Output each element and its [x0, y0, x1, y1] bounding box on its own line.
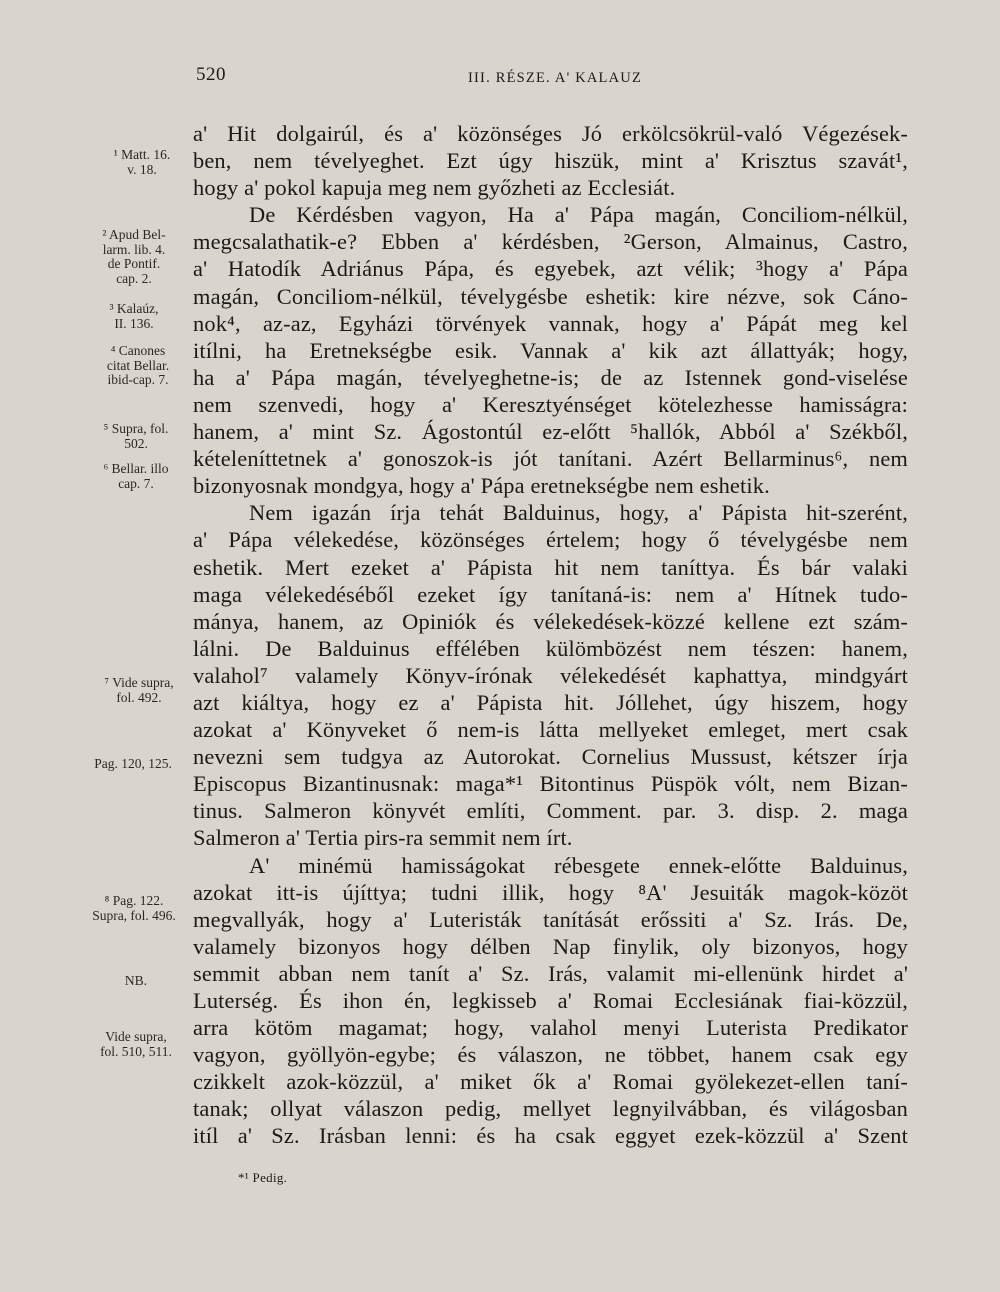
text-line: bizonyosnak mondgya, hogy a' Pápa eretnekségbe nem eshetik.: [193, 473, 770, 499]
margin-note-11: Vide supra, fol. 510, 511.: [100, 1029, 172, 1059]
text-line: azokat a' Könyveket ő nem-is látta mellyeket emleget, mert csak: [193, 717, 908, 743]
text-line: Episcopus Bizantinusnak: maga*¹ Bitontinus Püspök vólt, nem Bizan-: [193, 771, 908, 797]
text-line: czikkelt azok-közzül, a' miket ők a' Romai gyölekezet-ellen taní-: [193, 1069, 908, 1095]
margin-note-7: ⁷ Vide supra, fol. 492.: [104, 675, 174, 705]
margin-note-3: ³ Kalaúz, II. 136.: [109, 301, 159, 331]
text-line: itíl a' Sz. Irásban lenni: és ha csak eggyet ezek-közzül a' Szent: [193, 1123, 908, 1149]
text-line: De Kérdésben vagyon, Ha a' Pápa magán, Conciliom-nélkül,: [249, 202, 908, 228]
margin-note-8: Pag. 120, 125.: [94, 756, 172, 771]
text-line: semmit abban nem tanít a' Sz. Irás, valamit mi-ellenünk hirdet a': [193, 960, 908, 986]
page-number: 520: [196, 64, 226, 85]
text-line: arra kötöm magamat; hogy, valahol menyi Luterista Predikator: [193, 1015, 908, 1041]
text-line: vagyon, gyöllyön-egybe; és válaszon, ne többet, hanem csak egy: [193, 1042, 908, 1068]
margin-note-2: ² Apud Bel- larm. lib. 4. de Pontif. cap. 2.: [102, 227, 166, 286]
text-line: mánya, hanem, az Opiniók és vélekedések-közzé kellene ezt szám-: [193, 608, 908, 634]
text-line: a' Hit dolgairúl, és a' közönséges Jó erkölcsökrül-való Végezések-: [193, 121, 908, 146]
footnote: *¹ Pedig.: [238, 1170, 288, 1185]
text-line: hogy a' pokol kapuja meg nem győzheti az Ecclesiát.: [193, 175, 676, 201]
text-line: a' Hatodík Adriánus Pápa, és egyebek, azt vélik; ³hogy a' Pápa: [193, 256, 908, 282]
text-line: hanem, a' mint Sz. Ágostontúl ez-előtt ⁵hallók, Abból a' Székből,: [193, 419, 908, 445]
text-line: nok⁴, az-az, Egyházi törvények vannak, hogy a' Pápát meg kel: [193, 310, 908, 336]
text-line: tanak; ollyat válaszon pedig, mellyet legnyilvábban, és világosban: [193, 1096, 908, 1122]
text-line: maga vélekedéséből ezeket így tanítaná-is: nem a' Hítnek tudo-: [193, 581, 908, 607]
margin-note-6: ⁶ Bellar. illo cap. 7.: [103, 461, 169, 491]
text-line: azokat itt-is újíttya; tudni illik, hogy ⁸A' Jesuiták magok-közöt: [193, 879, 908, 905]
text-line: itílni, ha Eretnekségbe esik. Vannak a' kik azt állattyák; hogy,: [193, 337, 908, 363]
margin-note-4: ⁴ Canones citat Bellar. ibid-cap. 7.: [106, 343, 170, 387]
margin-note-1: ¹ Matt. 16. v. 18.: [113, 147, 171, 177]
body-text: [193, 120, 908, 1150]
text-line: Salmeron a' Tertia pirs-ra semmit nem írt.: [193, 825, 573, 851]
text-line: Nem igazán írja tehát Balduinus, hogy, a' Pápista hit-szerént,: [249, 500, 908, 526]
text-line: valahol⁷ valamely Könyv-írónak vélekedését kaphattya, mindgyárt: [193, 662, 908, 688]
text-line: azt kiáltya, hogy ez a' Pápista hit. Jóllehet, úgy hiszem, hogy: [193, 689, 908, 715]
text-line: megvallyák, hogy a' Luteristák tanítását erőssiti a' Sz. Irás. De,: [193, 906, 908, 932]
text-line: valamely bizonyos hogy délben Nap finylik, oly bizonyos, hogy: [193, 933, 908, 959]
running-title: III. RÉSZE. A' KALAUZ: [468, 70, 643, 86]
text-line: ha a' Pápa magán, tévelyeghetne-is; de az Istennek gond-viselése: [193, 364, 908, 390]
text-line: tinus. Salmeron könyvét említi, Comment. par. 3. disp. 2. maga: [193, 798, 908, 824]
text-line: eshetik. Mert ezeket a' Pápista hit nem taníttya. És bár valaki: [193, 554, 908, 580]
text-line: megcsalathatik-e? Ebben a' kérdésben, ²Gerson, Almainus, Castro,: [193, 229, 908, 255]
margin-note-5: ⁵ Supra, fol. 502.: [103, 421, 169, 451]
text-line: nevezni sem tudgya az Autorokat. Cornelius Mussust, kétszer írja: [193, 744, 908, 770]
text-line: nem szenvedi, hogy a' Keresztyénséget kötelezhesse hamisságra:: [193, 391, 908, 417]
margin-note-9: ⁸ Pag. 122. Supra, fol. 496.: [92, 893, 176, 923]
text-line: Luterség. És ihon én, legkisseb a' Romai Ecclesiának fiai-közzül,: [193, 988, 908, 1013]
text-line: ben, nem tévelyeghet. Ezt úgy hiszük, mint a' Krisztus szavát¹,: [193, 148, 908, 174]
text-line: magán, Conciliom-nélkül, tévelygésbe eshetik: kire nézve, sok Cáno-: [193, 283, 908, 309]
text-line: lálni. De Balduinus effélében külömbözést nem tészen: hanem,: [193, 635, 908, 661]
text-line: A' minémü hamisságokat rébesgete ennek-előtte Balduinus,: [249, 852, 908, 878]
text-line: a' Pápa vélekedése, közönséges értelem; hogy ő tévelygésbe nem: [193, 527, 908, 553]
margin-note-10: NB.: [124, 973, 148, 988]
text-line: kételeníttetnek a' gonoszok-is jót tanítani. Azért Bellarminus⁶, nem: [193, 446, 908, 472]
